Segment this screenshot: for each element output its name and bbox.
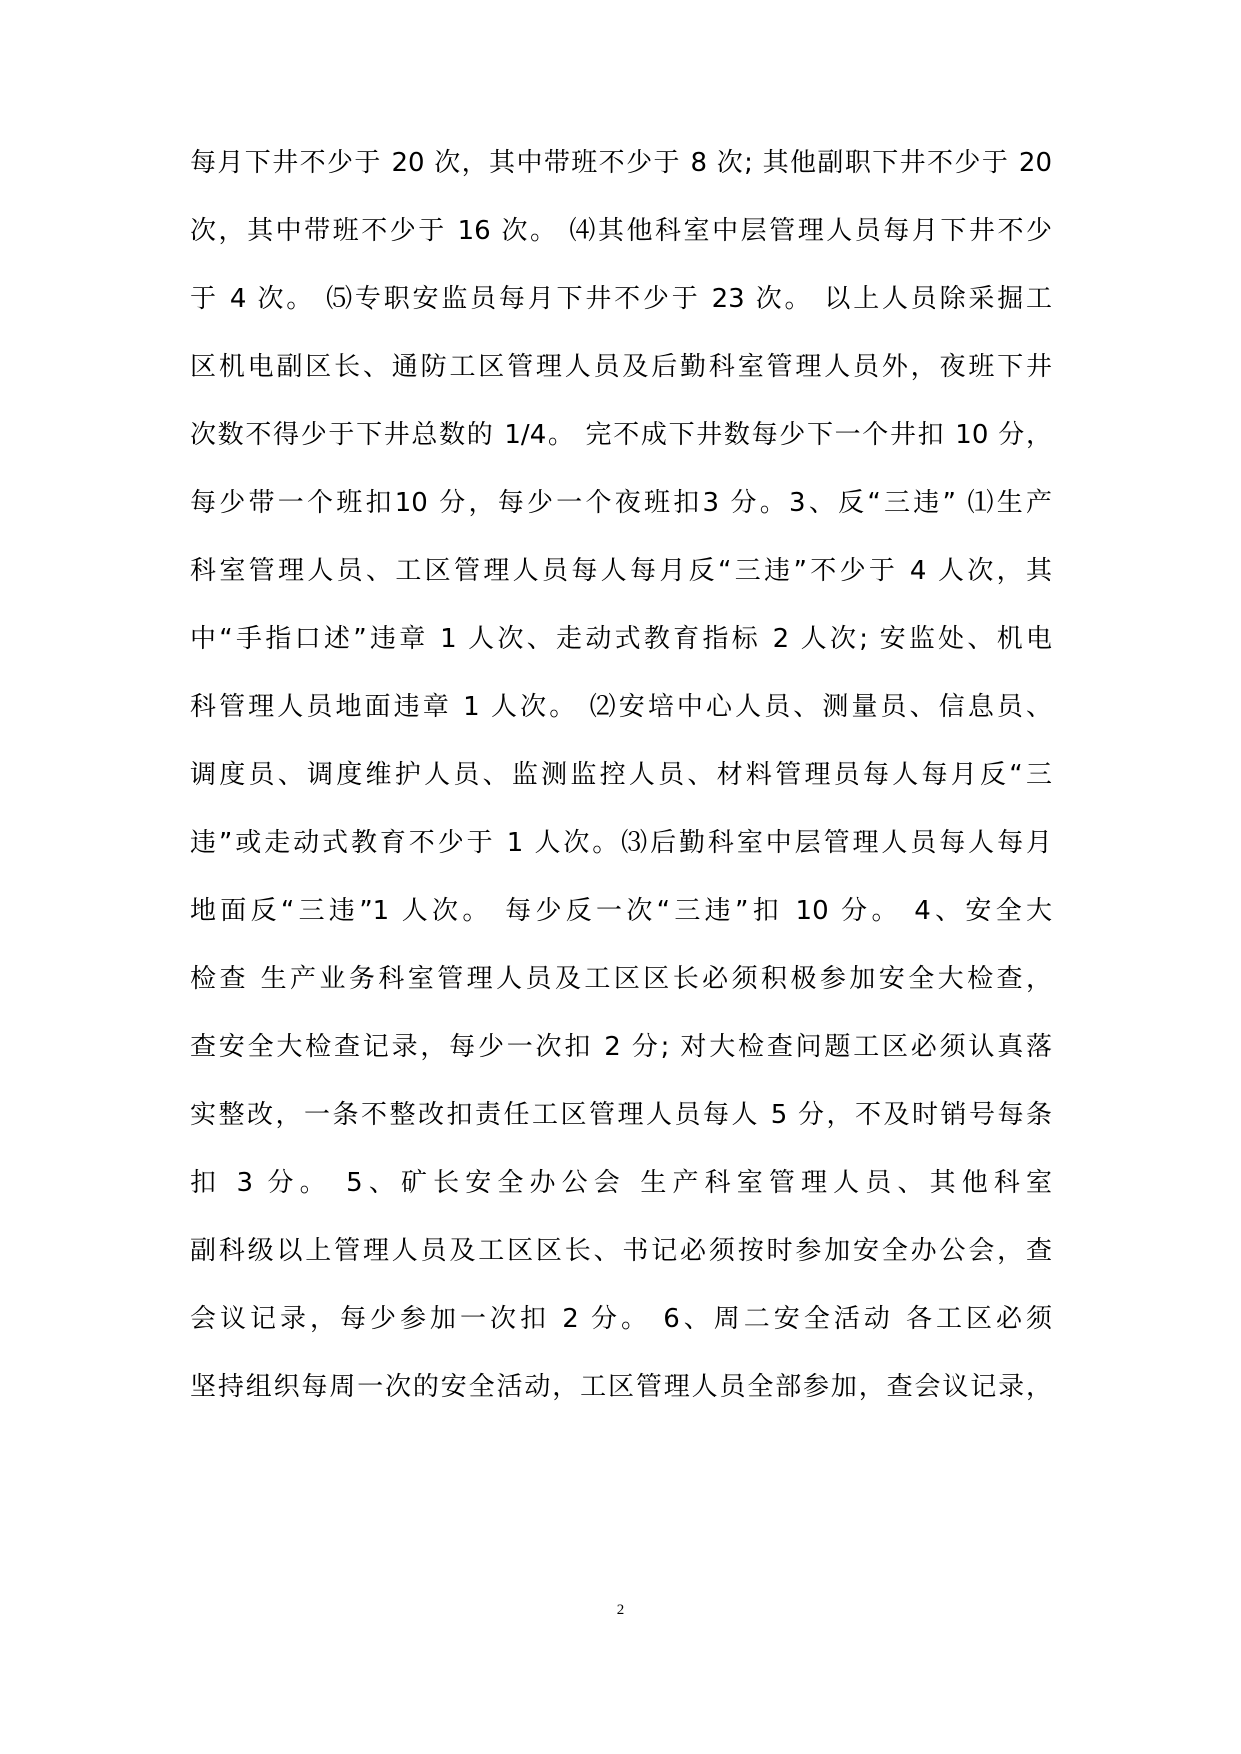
text-line: 坚持组织每周一次的安全活动，工区管理人员全部参加，查会议记录，: [190, 1372, 1052, 1402]
text-line: 实整改，一条不整改扣责任工区管理人员每人 5 分，不及时销号每条: [190, 1100, 1052, 1130]
text-line: 每月下井不少于 20 次，其中带班不少于 8 次; 其他副职下井不少于 20: [190, 148, 1052, 178]
text-line: 违”或走动式教育不少于 1 人次。⑶后勤科室中层管理人员每人每月: [190, 828, 1052, 858]
text-line: 区机电副区长、通防工区管理人员及后勤科室管理人员外，夜班下井: [190, 352, 1052, 382]
text-line: 科室管理人员、工区管理人员每人每月反“三违”不少于 4 人次，其: [190, 556, 1052, 586]
text-line: 调度员、调度维护人员、监测监控人员、材料管理员每人每月反“三: [190, 760, 1052, 790]
text-line: 查安全大检查记录，每少一次扣 2 分; 对大检查问题工区必须认真落: [190, 1032, 1052, 1062]
text-line: 检查 生产业务科室管理人员及工区区长必须积极参加安全大检查，: [190, 964, 1052, 994]
text-line: 每少带一个班扣10 分，每少一个夜班扣3 分。3、反“三违” ⑴生产: [190, 488, 1052, 518]
text-line: 会议记录，每少参加一次扣 2 分。 6、周二安全活动 各工区必须: [190, 1304, 1052, 1334]
page-number: 2: [616, 1602, 625, 1618]
text-line: 地面反“三违”1 人次。 每少反一次“三违”扣 10 分。 4、安全大: [190, 896, 1052, 926]
body-text: [190, 143, 1052, 1435]
text-line: 科管理人员地面违章 1 人次。 ⑵安培中心人员、测量员、信息员、: [190, 692, 1052, 722]
text-line: 副科级以上管理人员及工区区长、书记必须按时参加安全办公会，查: [190, 1236, 1052, 1266]
text-line: 次，其中带班不少于 16 次。 ⑷其他科室中层管理人员每月下井不少: [190, 216, 1052, 246]
text-line: 中“手指口述”违章 1 人次、走动式教育指标 2 人次; 安监处、机电: [190, 624, 1052, 654]
text-line: 扣 3 分。 5、矿长安全办公会 生产科室管理人员、其他科室: [190, 1168, 1052, 1198]
text-line: 于 4 次。 ⑸专职安监员每月下井不少于 23 次。 以上人员除采掘工: [190, 284, 1052, 314]
text-line: 次数不得少于下井总数的 1/4。 完不成下井数每少下一个井扣 10 分，: [190, 420, 1052, 450]
